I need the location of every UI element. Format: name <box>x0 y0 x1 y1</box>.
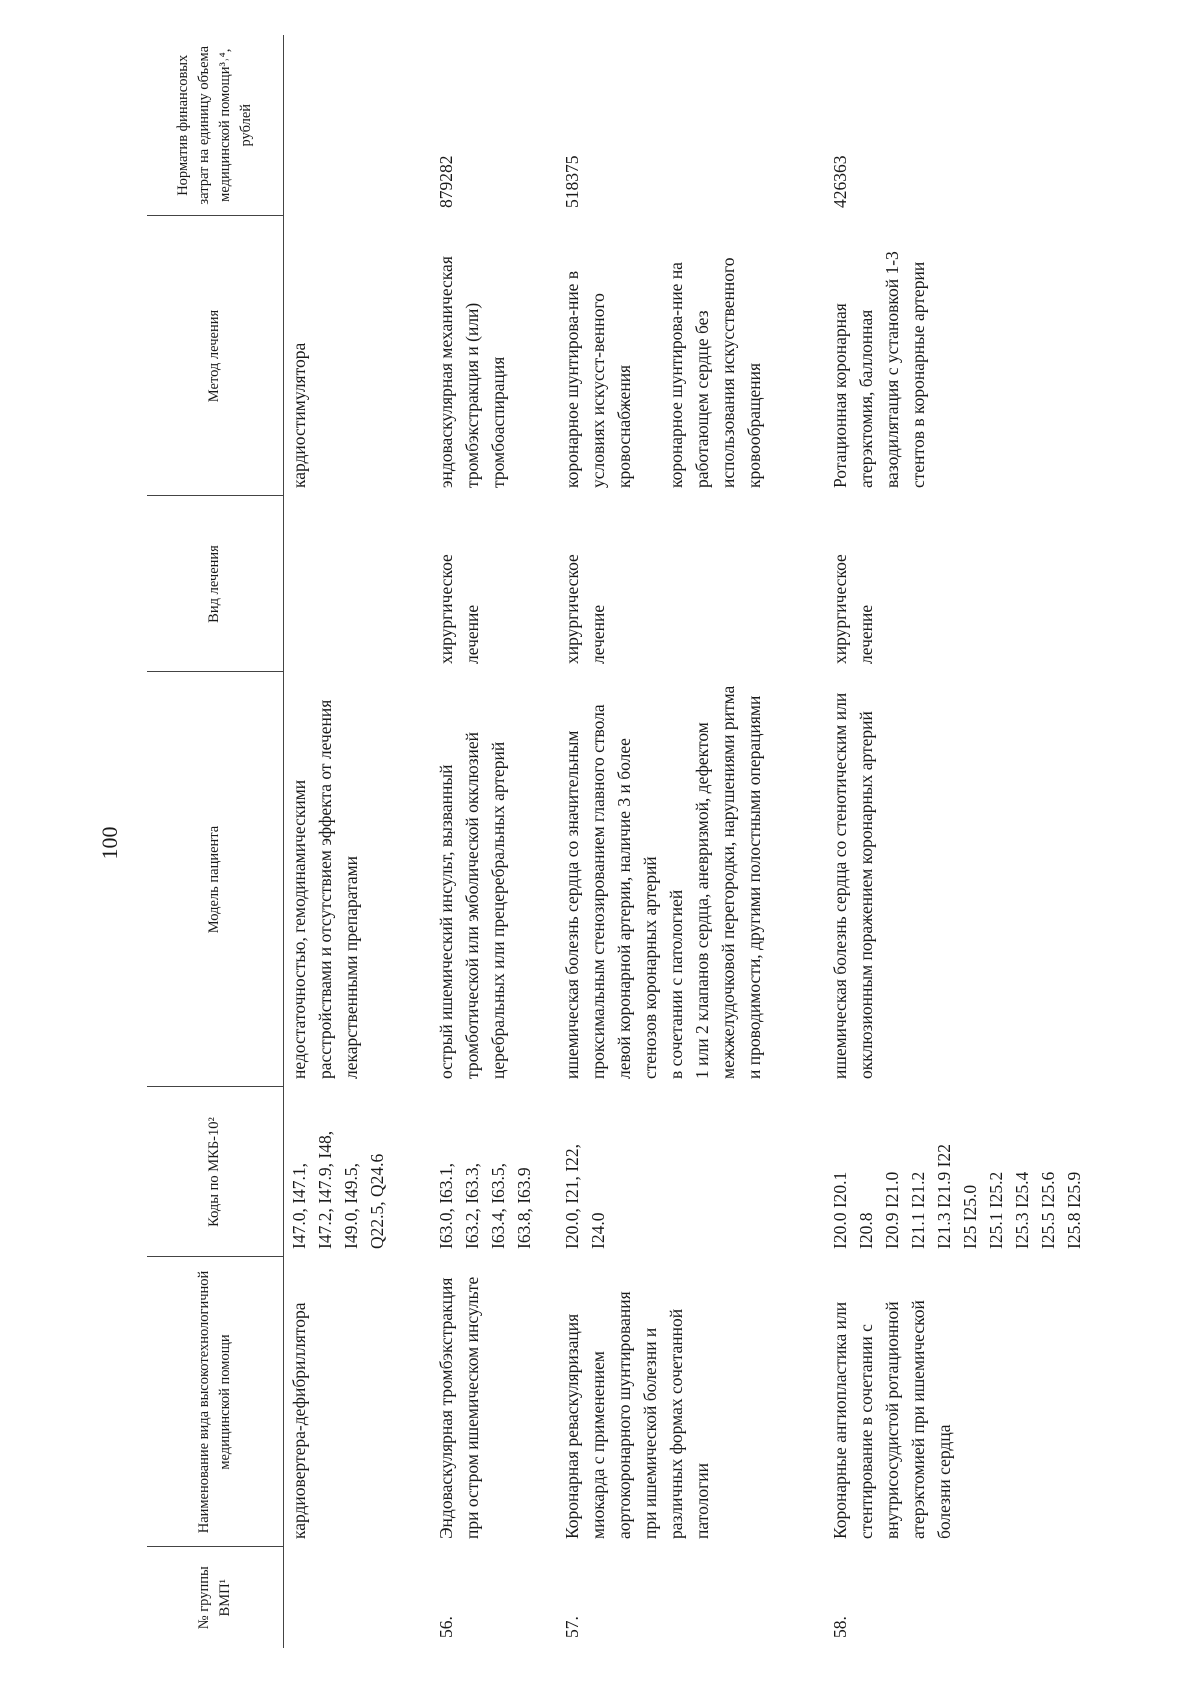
treatment-method: Ротационная коронарная атерэктомия, баллонная вазодилятация с установкой 1-3 стентов в коронарные артерии <box>830 251 928 488</box>
group-number: 58. <box>830 1616 850 1638</box>
table-row <box>557 35 825 1648</box>
treatment-method-1: коронарное шунтирова-ние в условиях искусст-венного кровоснабжения <box>562 270 634 488</box>
table-row <box>825 35 1163 1648</box>
cost-standard: 426363 <box>830 155 850 208</box>
vmp-name: кардиовертера-дефибриллятора <box>288 1302 309 1539</box>
icd-codes: I20.0 I20.1 I20.8 I20.9 I21.0 I21.1 I21.2 I21.3 I21.9 I22 I25 I25.0 I25.1 I25.2 I25.3 I25.4 I25.5 I25.6 I25.8 I25.9 <box>830 1144 1084 1249</box>
icd-codes: I20.0, I21, I22, I24.0 <box>562 1144 608 1249</box>
header-icd-codes: Коды по МКБ-10² <box>147 1087 283 1257</box>
treatment-type: хирургическое лечение <box>830 554 876 664</box>
treatment-method-2: коронарное шунтирова-ние на работающем сердце без использования искусственного кровообращения <box>666 257 764 488</box>
method-divider <box>637 222 663 488</box>
header-cost-standard: Норматив финансовых затрат на единицу объема медицинской помощи³˒⁴, рублей <box>147 35 283 216</box>
treatment-type: хирургическое лечение <box>436 554 482 664</box>
table-row <box>283 35 431 1648</box>
icd-codes: I47.0, I47.1, I47.2, I47.9, I48, I49.0, I49.5, Q22.5, Q24.6 <box>288 1130 387 1249</box>
vmp-name: Эндоваскулярная тромбэкстракция при остром ишемическом инсульте <box>436 1276 482 1539</box>
page-number: 100 <box>97 826 122 860</box>
cost-standard: 518375 <box>562 155 582 208</box>
patient-model: недостаточностью, гемодинамическими расстройствами и отсутствием эффекта от лечения лекарственными препаратами <box>288 699 361 1079</box>
header-row <box>147 35 283 1648</box>
group-number: 57. <box>562 1616 582 1638</box>
cost-standard: 879282 <box>436 155 456 208</box>
header-patient-model: Модель пациента <box>147 672 283 1087</box>
table-row <box>431 35 557 1648</box>
treatment-type <box>283 496 431 672</box>
vmp-name: Коронарная реваскуляризация миокарда с применением аортокоронарного шунтирования при ишемической болезни и различных формах сочетанной патологии <box>562 1291 712 1539</box>
vmp-name: Коронарные ангиопластика или стентирование в сочетании с внутрисосудистой ротационной атерэктомией при ишемической болезни сердца <box>830 1300 954 1539</box>
cost-standard <box>283 35 431 216</box>
treatment-method: кардиостимулятора <box>288 342 309 488</box>
group-number <box>283 1547 431 1648</box>
group-number: 56. <box>436 1616 456 1638</box>
header-group-number: № группы ВМП¹ <box>147 1547 283 1648</box>
treatment-type: хирургическое лечение <box>562 554 608 664</box>
header-treatment-type: Вид лечения <box>147 496 283 672</box>
patient-model: острый ишемический инсульт, вызванный тромботической или эмболической окклюзией церебральных или прецеребральных артерий <box>436 731 508 1079</box>
treatment-method: эндоваскулярная механическая тромбэкстракция и (или) тромбоаспирация <box>436 256 508 488</box>
patient-model: ишемическая болезнь сердца со стенотическим или окклюзионным поражением коронарных артерий <box>830 692 876 1079</box>
table-sheet <box>147 35 1163 1648</box>
treatment-method <box>557 216 825 496</box>
vmp-table <box>147 35 1163 1648</box>
header-treatment-method: Метод лечения <box>147 216 283 496</box>
header-vmp-name: Наименование вида высокотехнологичной медицинской помощи <box>147 1257 283 1547</box>
patient-model: ишемическая болезнь сердца со значительным проксимальным стенозированием главного ствола левой коронарной артерии, наличие 3 и более стенозов коронарных артерий в сочетании с патологией 1 или 2 клапанов сердца, аневризмой, дефектом межжелудочковой перегородки, нарушениями ритма и проводимости, другими полостными операциями <box>562 685 764 1079</box>
icd-codes: I63.0, I63.1, I63.2, I63.3, I63.4, I63.5, I63.8, I63.9 <box>436 1162 534 1249</box>
